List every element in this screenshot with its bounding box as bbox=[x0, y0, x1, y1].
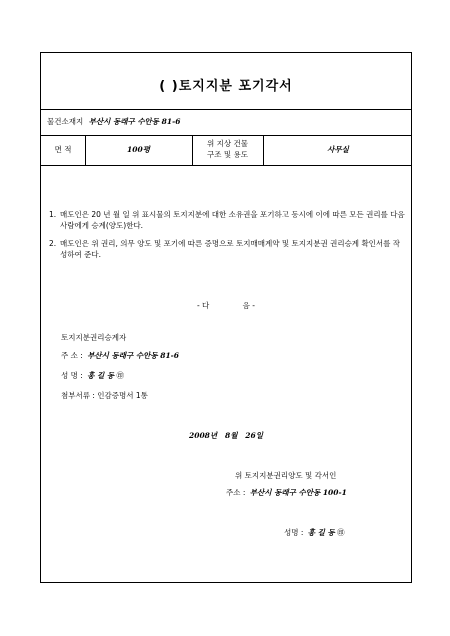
successor-address-label: 주 소 : bbox=[61, 351, 83, 360]
document-title: ( )토지지분 포기각서 bbox=[159, 79, 293, 94]
building-value: 사무실 bbox=[327, 145, 349, 154]
building-label-line1: 위 지상 건물 bbox=[207, 139, 248, 148]
attachment-note: 첨부서류 : 인감증명서 1통 bbox=[61, 391, 148, 400]
seal-mark: ㊞ bbox=[337, 528, 345, 537]
clause-text: 매도인은 위 권리, 의무 양도 및 포기에 따른 증명으로 토지매매계약 및 토지지분권 권리승계 확인서를 작성하여 준다. bbox=[60, 239, 401, 259]
clause-number: 2. bbox=[49, 239, 57, 248]
successor-name-label: 성 명 : bbox=[61, 371, 83, 380]
area-value: 100평 bbox=[127, 145, 150, 154]
table-bottom-border bbox=[41, 165, 411, 166]
successor-heading: 토지지분권리승계자 bbox=[61, 333, 127, 342]
table-top-border bbox=[41, 109, 411, 110]
assignor-name-label: 성명 : bbox=[284, 528, 304, 537]
seal-mark: ㊞ bbox=[116, 371, 125, 380]
location-value: 부산시 동래구 수안동 81-6 bbox=[88, 117, 181, 126]
building-label-line2: 구조 및 용도 bbox=[207, 150, 248, 159]
notice-heading: - 다 음 - bbox=[196, 301, 256, 310]
location-label: 물건소재지 bbox=[47, 117, 84, 126]
clause-number: 1. bbox=[49, 210, 57, 219]
assignor-address-value: 부산시 동래구 수안동 100-1 bbox=[249, 488, 347, 497]
successor-address-value: 부산시 동래구 수안동 81-6 bbox=[87, 351, 179, 360]
document-date: 2008년 8월 26일 bbox=[189, 431, 263, 440]
table-row-divider bbox=[41, 135, 411, 136]
successor-name-value: 홍 길 동 bbox=[87, 371, 115, 380]
assignor-heading: 위 토지지분권리양도 및 각서인 bbox=[235, 471, 337, 480]
document-page bbox=[40, 52, 412, 583]
assignor-name-value: 홍 길 동 bbox=[307, 528, 335, 537]
area-label: 면 적 bbox=[54, 145, 72, 154]
assignor-address-label: 주소 : bbox=[226, 488, 246, 497]
clause-text: 매도인은 20 년 월 일 위 표시물의 토지지분에 대한 소유권을 포기하고 동시에 이에 따른 모든 권리를 다음 사람에게 승계(양도)한다. bbox=[60, 210, 405, 230]
